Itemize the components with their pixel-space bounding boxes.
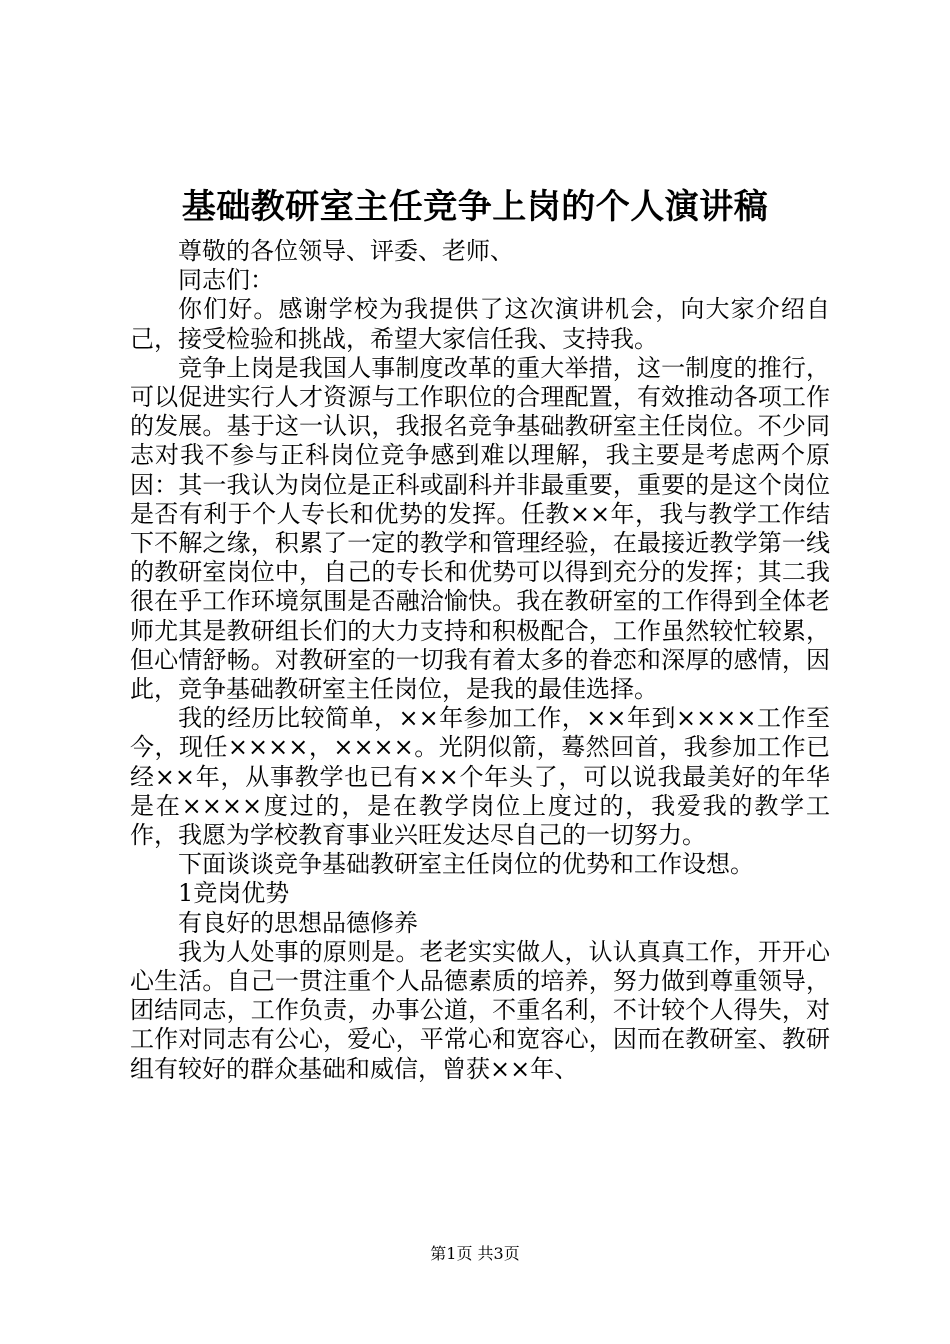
document-title: 基础教研室主任竞争上岗的个人演讲稿	[181, 187, 769, 227]
subsection-heading: 有良好的思想品德修养	[178, 908, 418, 937]
paragraph-transition: 下面谈谈竞争基础教研室主任岗位的优势和工作设想。	[178, 850, 754, 879]
document-body	[130, 237, 830, 1084]
section-heading: 1竞岗优势	[178, 879, 290, 908]
page-footer: 第1页 共3页	[430, 1244, 520, 1263]
paragraph-experience: 我的经历比较简单，××年参加工作，××年到××××工作至今，现任××××，××××。光阴似箭，蓦然回首，我参加工作已经××年，从事教学也已有××个年头了，可以说我最美好的年华是在××××度过的，是在教学岗位上度过的，我爱我的教学工作，我愿为学校教育事业兴旺发达尽自己的一切努力。	[130, 704, 830, 850]
paragraph-reasons: 竞争上岗是我国人事制度改革的重大举措，这一制度的推行，可以促进实行人才资源与工作职位的合理配置，有效推动各项工作的发展。基于这一认识，我报名竞争基础教研室主任岗位。不少同志对我不参与正科岗位竞争感到难以理解，我主要是考虑两个原因：其一我认为岗位是正科或副科并非最重要，重要的是这个岗位是否有利于个人专长和优势的发挥。任教××年，我与教学工作结下不解之缘，积累了一定的教学和管理经验，在最接近教学第一线的教研室岗位中，自己的专长和优势可以得到充分的发挥；其二我很在乎工作环境氛围是否融洽愉快。我在教研室的工作得到全体老师尤其是教研组长们的大力支持和积极配合，工作虽然较忙较累，但心情舒畅。对教研室的一切我有着太多的眷恋和深厚的感情，因此，竞争基础教研室主任岗位，是我的最佳选择。	[130, 353, 830, 704]
paragraph-greeting: 你们好。感谢学校为我提供了这次演讲机会，向大家介绍自己，接受检验和挑战，希望大家信任我、支持我。	[130, 295, 830, 353]
paragraph-salutation-2: 同志们：	[178, 266, 274, 295]
paragraph-principles: 我为人处事的原则是。老老实实做人，认认真真工作，开开心心生活。自己一贯注重个人品德素质的培养，努力做到尊重领导，团结同志，工作负责，办事公道，不重名利，不计较个人得失，对工作对同志有公心，爱心，平常心和宽容心，因而在教研室、教研组有较好的群众基础和威信，曾获××年、	[130, 937, 830, 1083]
paragraph-salutation-1: 尊敬的各位领导、评委、老师、	[178, 237, 514, 265]
